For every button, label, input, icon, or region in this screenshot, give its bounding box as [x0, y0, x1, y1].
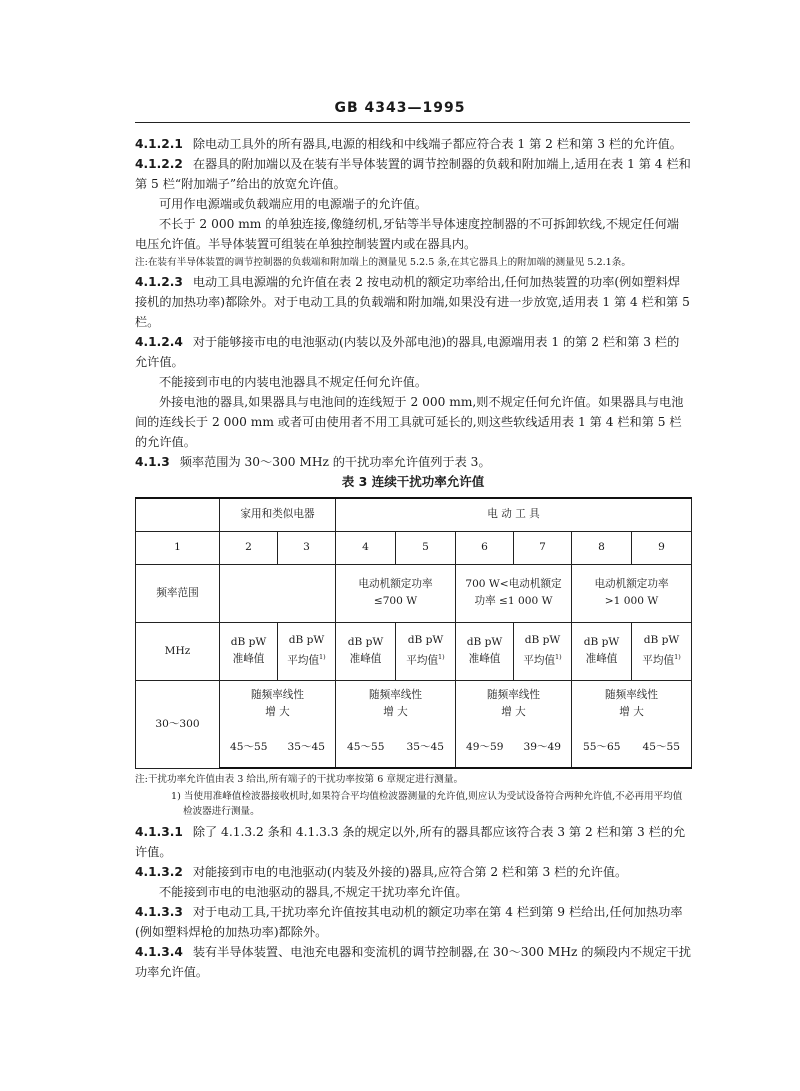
table-header-tools: 电 动 工 具: [336, 498, 692, 531]
clause-text: 对于电动工具,干扰功率允许值按其电动机的额定功率在第 4 栏到第 9 栏给出,任何加热功率(例如塑料焊枪的加热功率)都除外。: [135, 905, 683, 939]
col-number: 9: [632, 531, 692, 564]
power-range-cell: 700 W<电动机额定功率 ≤1 000 W: [456, 564, 572, 622]
col-number: 1: [136, 531, 220, 564]
paragraph: 不能接到市电的内装电池器具不规定任何允许值。: [159, 375, 428, 389]
detector-type: 准峰值: [232, 653, 265, 665]
unit: dB pW: [583, 636, 620, 648]
clause-number: 4.1.2.2: [135, 157, 183, 171]
unit-cell: [456, 622, 514, 680]
limits-table: [135, 497, 692, 769]
table-cell: [220, 564, 336, 622]
limit-value: 45～55: [632, 728, 692, 768]
unit: dB pW: [407, 634, 444, 647]
col-number: 5: [396, 531, 456, 564]
clause-text: 对能接到市电的电池驱动(内装及外接的)器具,应符合第 2 栏和第 3 栏的允许值。: [192, 865, 628, 879]
power-range-cell: 电动机额定功率 >1 000 W: [572, 564, 692, 622]
paragraph: 不能接到市电的电池驱动的器具,不规定干扰功率允许值。: [159, 885, 468, 899]
paragraph: 不长于 2 000 mm 的单独连接,像缝纫机,牙钻等半导体速度控制器的不可拆卸软线,不规定任何端电压允许值。半导体装置可组装在单独控制装置内或在器具内。: [135, 217, 679, 251]
clause-4-1-3: [135, 452, 691, 472]
unit-cell: [632, 622, 692, 680]
clause-number: 4.1.2.1: [135, 137, 183, 151]
clause-4-1-2-4: [135, 332, 691, 372]
footnote-mark: 1): [555, 653, 562, 662]
clause-4-1-3-1: [135, 822, 691, 862]
limit-value: 45～55: [336, 728, 396, 768]
linear-increase-cell: 随频率线性 增 大: [456, 680, 572, 728]
col-number: 3: [278, 531, 336, 564]
clause-text: 在器具的附加端以及在装有半导体装置的调节控制器的负载和附加端上,适用在表 1 第 4 栏和第 5 栏“附加端子”给出的放宽允许值。: [135, 157, 691, 191]
clause-text: 对于能够接市电的电池驱动(内装以及外部电池)的器具,电源端用表 1 的第 2 栏和第 3 栏的允许值。: [135, 335, 680, 369]
clause-number: 4.1.3.1: [135, 825, 183, 839]
unit-cell: [514, 622, 572, 680]
clause-4-1-2-2: [135, 154, 691, 194]
clause-number: 4.1.2.4: [135, 335, 183, 349]
limit-value: 55～65: [572, 728, 632, 768]
page-header: GB 4343—1995: [334, 100, 466, 116]
clause-text: 装有半导体装置、电池充电器和变流机的调节控制器,在 30～300 MHz 的频段内不规定干扰功率允许值。: [135, 945, 691, 979]
unit: dB pW: [230, 636, 267, 648]
limit-value: 39～49: [514, 728, 572, 768]
detector-type: 准峰值: [585, 653, 618, 665]
paragraph: 外接电池的器具,如果器具与电池间的连线短于 2 000 mm,则不规定任何允许值。如果器具与电池间的连线长于 2 000 mm 或者可由使用者不用工具就可延长的,则这些软线适用表 1 第 4 栏和第 5 栏的允许值。: [135, 395, 684, 449]
footnote-mark: 1): [438, 653, 445, 662]
table-title: 表 3 连续干扰功率允许值: [341, 474, 485, 489]
detector-type: 准峰值: [349, 653, 382, 665]
linear-increase-cell: 随频率线性 增 大: [336, 680, 456, 728]
detector-type: 平均值$^{1)}$: [406, 653, 445, 667]
clause-4-1-3-3: [135, 902, 691, 942]
clause-4-1-3-2: [135, 862, 691, 882]
unit-label: MHz: [136, 622, 220, 680]
unit: dB pW: [288, 634, 325, 647]
detector-type: 平均值$^{1)}$: [287, 653, 326, 667]
linear-increase-cell: 随频率线性 增 大: [220, 680, 336, 728]
limit-value: 49～59: [456, 728, 514, 768]
unit-cell: [336, 622, 396, 680]
clause-text: 除电动工具外的所有器具,电源的相线和中线端子都应符合表 1 第 2 栏和第 3 栏的允许值。: [192, 137, 682, 151]
clause-number: 4.1.3.4: [135, 945, 183, 959]
header-rule: [135, 122, 690, 123]
col-number: 7: [514, 531, 572, 564]
unit-cell: [278, 622, 336, 680]
col-number: 8: [572, 531, 632, 564]
linear-increase-cell: 随频率线性 增 大: [572, 680, 692, 728]
table-notes: [135, 772, 691, 819]
col-number: 4: [336, 531, 396, 564]
clause-number: 4.1.3.3: [135, 905, 183, 919]
clause-4-1-2-1: [135, 134, 691, 154]
table-header-household: 家用和类似电器: [220, 498, 336, 531]
limit-value: 35～45: [396, 728, 456, 768]
detector-type: 平均值$^{1)}$: [642, 653, 681, 667]
clause-text: 频率范围为 30～300 MHz 的干扰功率允许值列于表 3。: [179, 455, 491, 469]
clause-number: 4.1.3.2: [135, 865, 183, 879]
unit-cell: [220, 622, 278, 680]
paragraph: 可用作电源端或负载端应用的电源端子的允许值。: [159, 197, 428, 211]
unit: dB pW: [524, 634, 561, 647]
limit-value: 45～55: [220, 728, 278, 768]
unit-cell: [396, 622, 456, 680]
table-note: 注:干扰功率允许值由表 3 给出,所有端子的干扰功率按第 6 章规定进行测量。: [135, 774, 464, 785]
freq-range-label: 频率范围: [136, 564, 220, 622]
limit-value: 35～45: [278, 728, 336, 768]
detector-type: 准峰值: [468, 653, 501, 665]
footnote-mark: 1): [319, 653, 326, 662]
freq-value: 30～300: [136, 680, 220, 768]
note: 注:在装有半导体装置的调节控制器的负载端和附加端上的测量见 5.2.5 条,在其它器具上的附加端的测量见 5.2.1条。: [135, 257, 631, 268]
unit: dB pW: [466, 636, 503, 648]
table-cell: [136, 498, 220, 531]
clause-text: 除了 4.1.3.2 条和 4.1.3.3 条的规定以外,所有的器具都应该符合表 3 第 2 栏和第 3 栏的允许值。: [135, 825, 686, 859]
unit: dB pW: [643, 634, 680, 647]
clause-text: 电动工具电源端的允许值在表 2 按电动机的额定功率给出,任何加热装置的功率(例如塑料焊接机的加热功率)都除外。对于电动工具的负载端和附加端,如果没有进一步放宽,适用表 1 第 4 栏和第 5 栏。: [135, 275, 690, 329]
table-footnote: 1) 当使用准峰值检波器接收机时,如果符合平均值检波器测量的允许值,则应认为受试设备符合两种允许值,不必再用平均值检波器进行测量。: [171, 791, 683, 817]
clause-number: 4.1.2.3: [135, 275, 183, 289]
col-number: 2: [220, 531, 278, 564]
clause-number: 4.1.3: [135, 455, 170, 469]
detector-type: 平均值$^{1)}$: [523, 653, 562, 667]
unit: dB pW: [347, 636, 384, 648]
clause-4-1-3-4: [135, 942, 691, 982]
document-body: [135, 134, 691, 982]
power-range-cell: 电动机额定功率 ≤700 W: [336, 564, 456, 622]
col-number: 6: [456, 531, 514, 564]
unit-cell: [572, 622, 632, 680]
footnote-mark: 1): [674, 653, 681, 662]
clause-4-1-2-3: [135, 272, 691, 332]
